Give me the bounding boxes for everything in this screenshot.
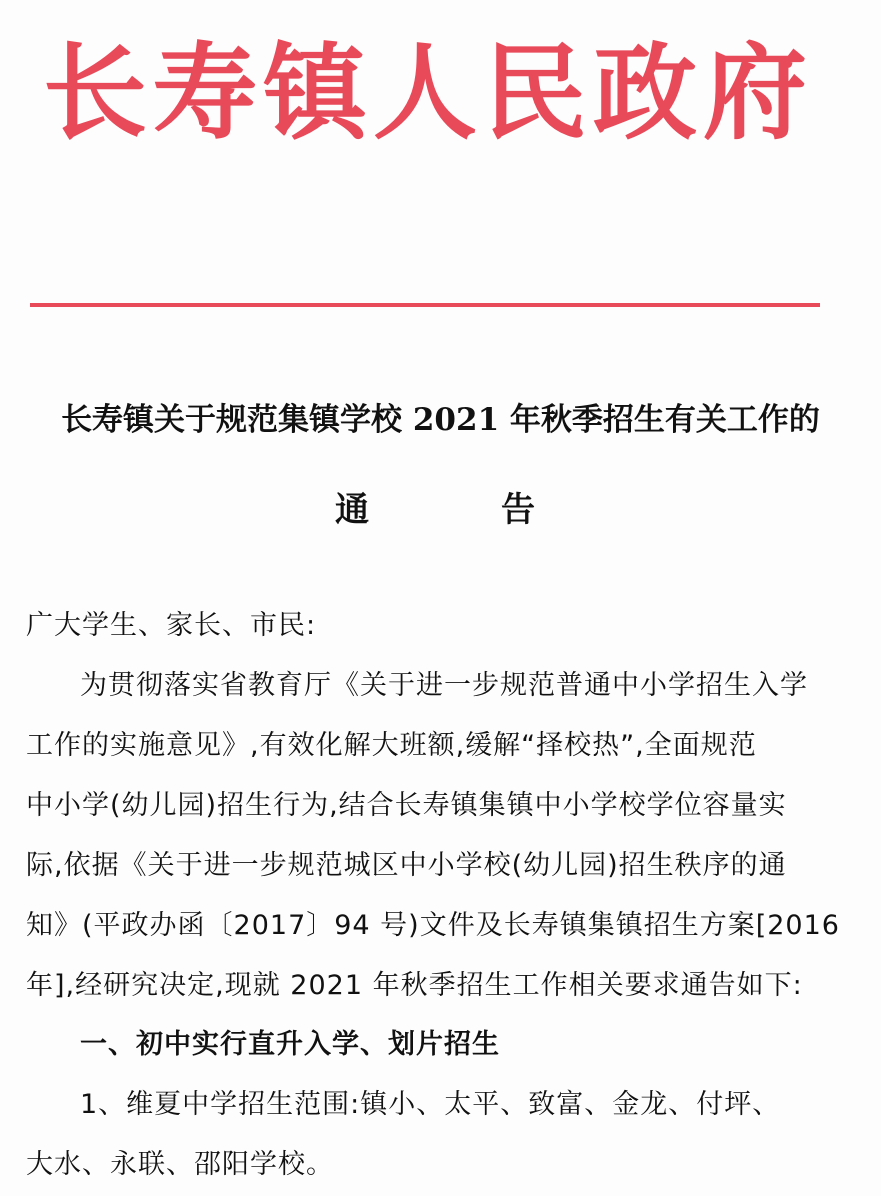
- paragraph-line: 为贯彻落实省教育厅《关于进一步规范普通中小学招生入学: [80, 670, 808, 701]
- masthead-char: 人: [372, 31, 477, 154]
- masthead-divider: [30, 303, 820, 307]
- masthead-char: 镇: [262, 31, 367, 154]
- salutation: 广大学生、家长、市民:: [26, 610, 317, 641]
- section-heading: 一、初中实行直升入学、划片招生: [80, 1029, 500, 1060]
- document-subtitle: [335, 488, 535, 532]
- masthead-char: 政: [592, 31, 697, 154]
- document-title: 长寿镇关于规范集镇学校 2021 年秋季招生有关工作的: [61, 402, 820, 438]
- masthead-title: [40, 28, 810, 158]
- subtitle-char: 通: [335, 490, 369, 530]
- paragraph-line: 际,依据《关于进一步规范城区中小学校(幼儿园)招生秩序的通: [26, 850, 787, 881]
- masthead-char: 寿: [152, 31, 257, 154]
- subtitle-char: 告: [501, 490, 535, 530]
- list-item-line: 大水、永联、邵阳学校。: [26, 1149, 334, 1180]
- paragraph-line: 年],经研究决定,现就 2021 年秋季招生工作相关要求通告如下:: [26, 970, 803, 1001]
- masthead-char: 民: [482, 31, 587, 154]
- list-item-line: 1、维夏中学招生范围:镇小、太平、致富、金龙、付坪、: [80, 1089, 781, 1120]
- masthead-char: 府: [702, 31, 807, 154]
- paragraph-line: 中小学(幼儿园)招生行为,结合长寿镇集镇中小学校学位容量实: [26, 790, 787, 821]
- masthead-char: 长: [42, 31, 147, 154]
- paragraph-line: 工作的实施意见》,有效化解大班额,缓解“择校热”,全面规范: [26, 730, 757, 761]
- paragraph-line: 知》(平政办函〔2017〕94 号)文件及长寿镇集镇招生方案[2016: [26, 910, 840, 941]
